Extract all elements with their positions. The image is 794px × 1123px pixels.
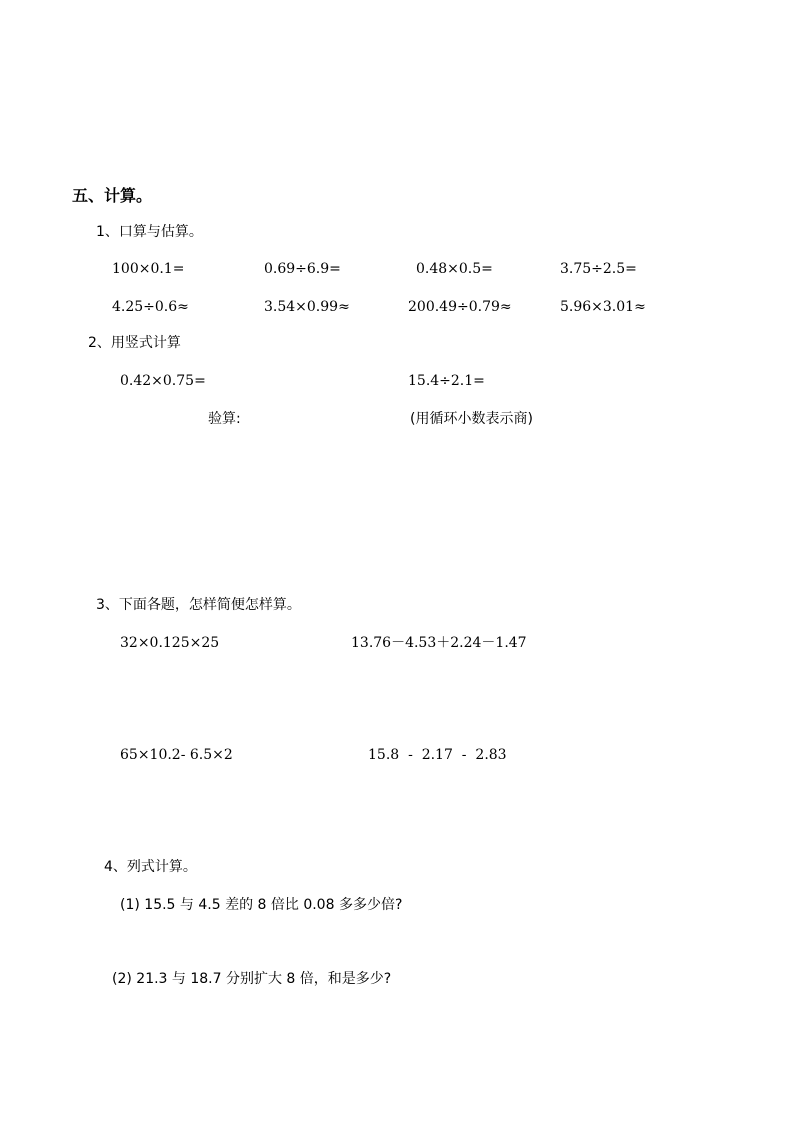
estimate-2: 3.54×0.99≈	[264, 299, 350, 315]
part1-title: 1、口算与估算。	[96, 224, 203, 240]
simplify-3: 65×10.2- 6.5×2	[120, 747, 233, 763]
word-problem-1: (1) 15.5 与 4.5 差的 8 倍比 0.08 多多少倍?	[120, 897, 403, 913]
vertical-calc-2: 15.4÷2.1=	[408, 373, 485, 389]
oral-calc-2: 0.69÷6.9=	[264, 261, 341, 277]
section-title: 五、计算。	[72, 186, 153, 205]
estimate-3: 200.49÷0.79≈	[408, 299, 512, 315]
part4-title: 4、列式计算。	[104, 859, 197, 875]
oral-calc-3: 0.48×0.5=	[416, 261, 493, 277]
simplify-2: 13.76－4.53＋2.24－1.47	[351, 635, 527, 651]
simplify-4: 15.8 - 2.17 - 2.83	[368, 747, 507, 763]
estimate-1: 4.25÷0.6≈	[112, 299, 189, 315]
estimate-4: 5.96×3.01≈	[560, 299, 646, 315]
simplify-1: 32×0.125×25	[120, 635, 220, 651]
oral-calc-4: 3.75÷2.5=	[560, 261, 637, 277]
part3-title: 3、下面各题，怎样简便怎样算。	[96, 597, 301, 613]
word-problem-2: (2) 21.3 与 18.7 分别扩大 8 倍，和是多少?	[112, 971, 392, 987]
part2-title: 2、用竖式计算	[88, 335, 181, 351]
check-label: 验算:	[208, 411, 241, 427]
recurring-decimal-note: (用循环小数表示商)	[410, 411, 533, 427]
oral-calc-1: 100×0.1=	[112, 261, 185, 277]
vertical-calc-1: 0.42×0.75=	[120, 373, 206, 389]
